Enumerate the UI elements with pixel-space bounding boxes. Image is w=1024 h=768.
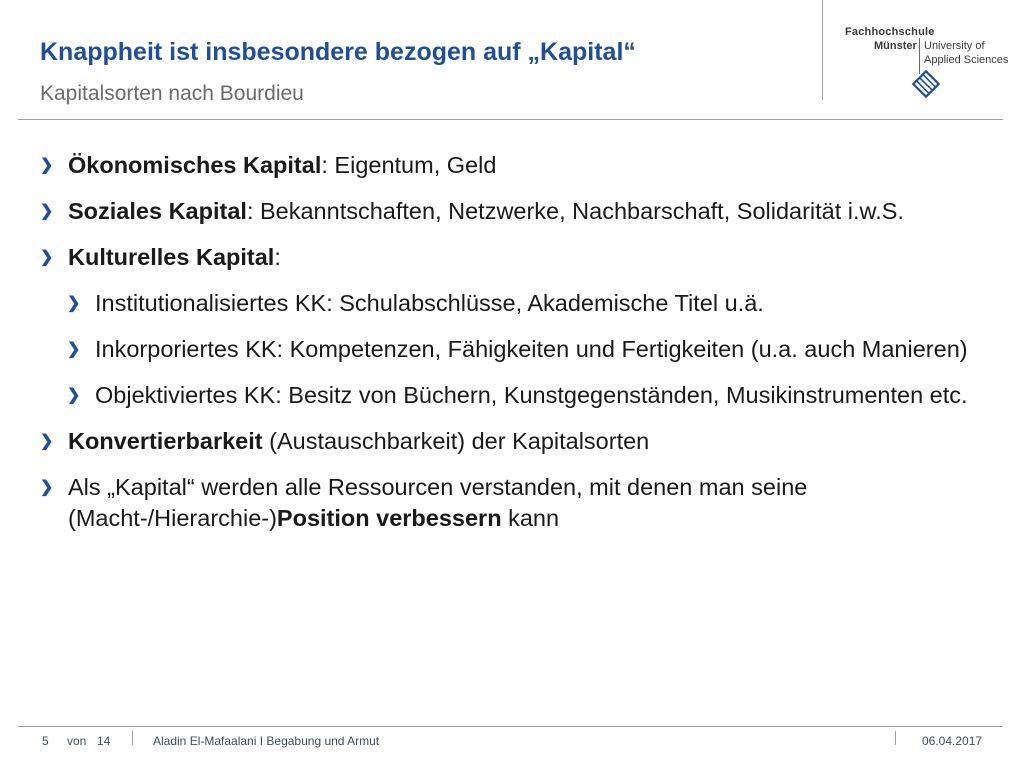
footer-author: Aladin El-Mafaalani I Begabung und Armut: [153, 734, 380, 748]
bullet-text: kann: [501, 505, 560, 531]
bullet-text: Inkorporiertes KK: Kompetenzen, Fähigkeiten und Fertigkeiten (u.a. auch Manieren): [95, 336, 968, 362]
footer-page-number: 5: [42, 734, 49, 748]
bullet-marker-icon: ❯: [67, 387, 81, 404]
footer-of-label: von: [67, 734, 87, 748]
bullet-marker-icon: ❯: [40, 203, 54, 220]
logo-line-1: Fachhochschule: [845, 26, 935, 38]
footer-divider: [895, 731, 896, 745]
bullet-text: : Eigentum, Geld: [321, 152, 497, 178]
sub-bullet-item: [40, 288, 1000, 319]
bullet-text-bold: Konvertierbarkeit: [68, 428, 263, 454]
bullet-marker-icon: ❯: [67, 295, 81, 312]
bullet-text: :: [274, 244, 281, 270]
sub-bullet-item: [40, 380, 1000, 411]
bullet-text: Als „Kapital“ werden alle Ressourcen verstanden, mit denen man seine (Macht-/Hierarchie-): [68, 474, 808, 531]
bullet-text: : Bekanntschaften, Netzwerke, Nachbarschaft, Solidarität i.w.S.: [246, 198, 904, 224]
slide-subtitle: Kapitalsorten nach Bourdieu: [40, 82, 304, 105]
footer-divider: [132, 731, 133, 745]
logo-line-2b: University of: [924, 40, 985, 52]
university-logo: [0, 0, 1024, 110]
bullet-item: [40, 196, 1000, 227]
bullet-text-bold: Position verbessern: [276, 505, 502, 531]
bullet-marker-icon: ❯: [40, 479, 54, 496]
bullet-marker-icon: ❯: [40, 249, 54, 266]
logo-line-2a: Münster: [874, 40, 917, 52]
bullet-item: [40, 242, 1000, 273]
bullet-text: Objektiviertes KK: Besitz von Büchern, Kunstgegenständen, Musikinstrumenten etc.: [95, 382, 968, 408]
bullet-text-bold: Ökonomisches Kapital: [68, 152, 322, 178]
bullet-marker-icon: ❯: [40, 433, 54, 450]
logo-emblem-icon: [912, 70, 940, 98]
bullet-list: [40, 150, 1000, 549]
bullet-marker-icon: ❯: [67, 341, 81, 358]
sub-bullet-item: [40, 334, 1000, 365]
slide-title: Knappheit ist insbesondere bezogen auf „Kapital“: [40, 38, 636, 66]
footer-date: 06.04.2017: [922, 734, 983, 748]
bullet-item: [40, 472, 1000, 534]
logo-line-3: Applied Sciences: [924, 54, 1009, 66]
bullet-marker-icon: ❯: [40, 157, 54, 174]
bullet-item: [40, 426, 1000, 457]
header-rule: [18, 119, 1003, 120]
footer-total-pages: 14: [97, 734, 111, 748]
bullet-text: Institutionalisiertes KK: Schulabschlüsse, Akademische Titel u.ä.: [95, 290, 764, 316]
bullet-text-bold: Soziales Kapital: [68, 198, 247, 224]
slide-footer: [0, 731, 1024, 755]
bullet-text-bold: Kulturelles Kapital: [68, 244, 275, 270]
logo-separator: [919, 38, 920, 74]
footer-rule: [18, 726, 1003, 727]
bullet-text: (Austauschbarkeit) der Kapitalsorten: [262, 428, 650, 454]
bullet-item: [40, 150, 1000, 181]
